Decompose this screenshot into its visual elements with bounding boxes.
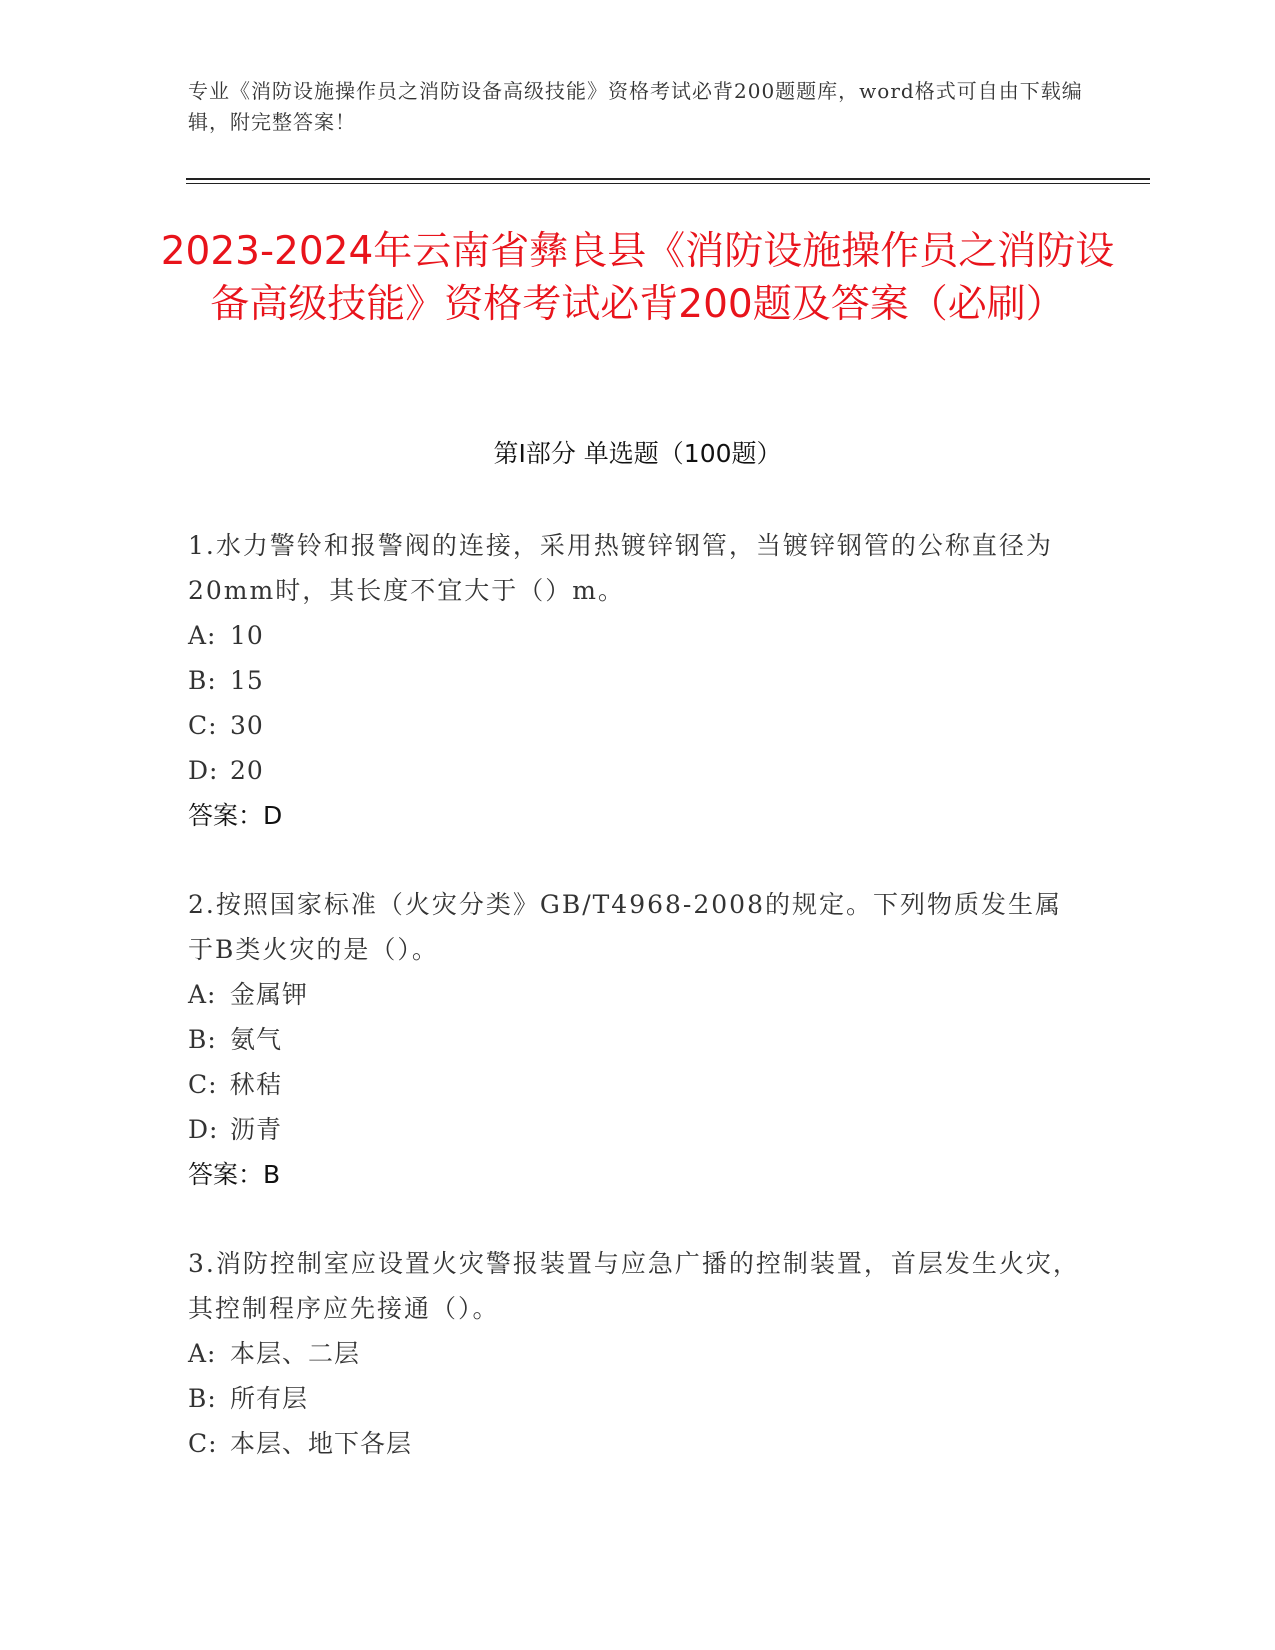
option-key: C: (188, 1070, 218, 1099)
option-text: 30 (230, 711, 264, 740)
question-1 (188, 523, 1088, 838)
option-key: A: (188, 980, 217, 1009)
option-d (188, 748, 1088, 793)
question-stem: 3.消防控制室应设置火灾警报装置与应急广播的控制装置，首层发生火灾，其控制程序应先接通（）。 (188, 1249, 1080, 1323)
option-c (188, 703, 1088, 748)
option-key: C: (188, 711, 218, 740)
question-3 (188, 1241, 1088, 1466)
option-text: 15 (230, 666, 264, 695)
question-2 (188, 882, 1088, 1197)
option-a (188, 972, 1088, 1017)
option-b (188, 1376, 1088, 1421)
option-d (188, 1107, 1088, 1152)
option-c (188, 1062, 1088, 1107)
option-b (188, 1017, 1088, 1062)
answer-line: 答案：D (188, 801, 283, 830)
header-note: 专业《消防设施操作员之消防设备高级技能》资格考试必背200题题库，word格式可自由下载编辑，附完整答案！ (188, 79, 1083, 134)
option-key: B: (188, 1025, 217, 1054)
option-text: 本层、二层 (230, 1339, 361, 1368)
option-text: 10 (230, 621, 264, 650)
header-rule-thick (186, 178, 1150, 180)
option-text: 20 (230, 756, 264, 785)
option-key: D: (188, 1115, 219, 1144)
option-a (188, 1331, 1088, 1376)
option-text: 金属钾 (230, 980, 309, 1009)
question-stem: 1.水力警铃和报警阀的连接，采用热镀锌钢管，当镀锌钢管的公称直径为20mm时，其长度不宜大于（）m。 (188, 531, 1053, 605)
option-b (188, 658, 1088, 703)
document-title: 2023-2024年云南省彝良县《消防设施操作员之消防设备高级技能》资格考试必背200题及答案（必刷） (160, 229, 1115, 327)
option-text: 沥青 (230, 1115, 283, 1144)
option-key: B: (188, 1384, 217, 1413)
option-key: A: (188, 621, 217, 650)
option-text: 本层、地下各层 (230, 1429, 413, 1458)
option-text: 氨气 (230, 1025, 283, 1054)
question-stem: 2.按照国家标准（火灾分类》GB/T4968-2008的规定。下列物质发生属于B类火灾的是（）。 (188, 890, 1062, 964)
option-key: D: (188, 756, 219, 785)
option-key: A: (188, 1339, 217, 1368)
option-key: B: (188, 666, 217, 695)
option-text: 秫秸 (230, 1070, 283, 1099)
answer-line: 答案：B (188, 1160, 281, 1189)
option-a (188, 613, 1088, 658)
option-key: C: (188, 1429, 218, 1458)
option-text: 所有层 (230, 1384, 309, 1413)
section-heading: 第Ⅰ部分 单选题（100题） (493, 439, 782, 468)
option-c (188, 1421, 1088, 1466)
question-list (188, 523, 1088, 1510)
header-rule-thin (186, 183, 1150, 184)
